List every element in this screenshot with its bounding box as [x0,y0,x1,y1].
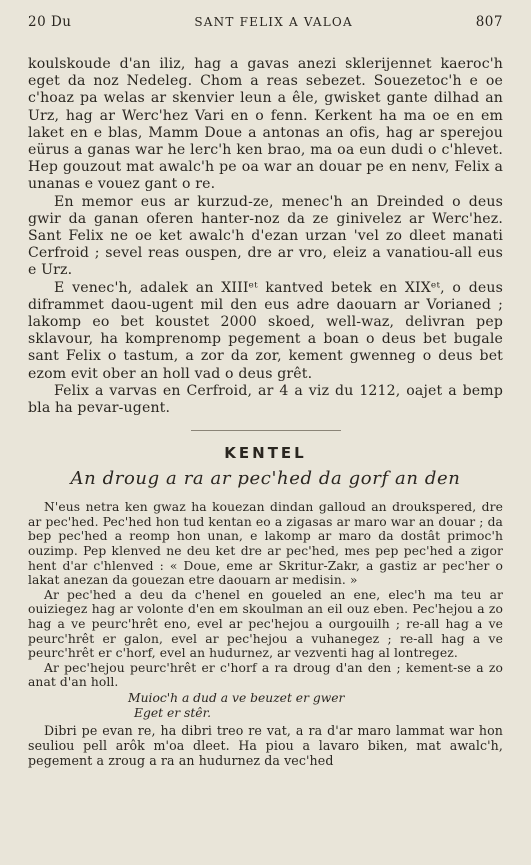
section-title: KENTEL [224,444,307,463]
paragraph: N'eus netra ken gwaz ha kouezan dindan galloud an droukspered, dre ar pec'hed. Pec'hed hon tud kentan eo a zigasas ar maro war an douar ; da bep pec'hed a reomp hon unan, e lakomp ar maro da dostât primoc'h ouzimp. Pep klenved ne deu ket dre ar pec'hed, mes pep pec'hed a zigor hent d'ar c'hlenved : « Doue, eme ar Skritur-Zakr, a gastiz ar pec'her o lakat anezan da gouezan etre daouarn ar medisin. » [28,500,503,588]
paragraph: En memor eus ar kurzud-ze, menec'h an Dreinded o deus gwir da ganan oferen hanter-noz da ze ginivelez ar Werc'hez. Sant Felix ne oe ket awalc'h d'ezan urzan 'vel zo dleet manati Cerfroid ; sevel reas ouspen, dre ar vro, eleiz a vanatiou-all eus e Urz. [28,193,503,279]
verse-line: Eget er stêr. [134,705,212,720]
header-left: 20 Du [28,14,72,30]
paragraph: Felix a varvas en Cerfroid, ar 4 a viz du 1212, oajet a bemp bla ha pevar-ugent. [28,382,503,417]
paragraph: E venec'h, adalek an XIIIᵉᵗ kantved betek en XIXᵉᵗ, o deus diframmet daou-ugent mil den eus adre daouarn ar Vorianed ; lakomp eo bet koustet 2000 skoed, well-waz, delivran pep sklavour, ha komprenomp pegement a boan o deus bet bugale sant Felix o tastum, a zor da zor, kement gwenneg o deus bet ezom evit ober an holl vad o deus grêt. [28,279,503,382]
proverb-verse [128,691,503,720]
main-text [28,56,503,417]
closing-text [28,723,503,768]
section-divider [191,430,341,431]
verse-line: Muioc'h a dud a ve beuzet er gwer [128,690,345,705]
running-head [28,14,503,30]
paragraph: Ar pec'hed a deu da c'henel en goueled an ene, elec'h ma teu ar ouiziegez hag ar volonte d'en em skoulman an eil ouz eben. Pec'hejou a zo hag a ve peurc'hrêt eno, evel ar pec'hejou a ourgouilh ; re-all hag a ve peurc'hrêt er galon, evel ar pec'hejou a vuhanegez ; re-all hag a ve peurc'hrêt er c'horf, evel an hudurnez, ar vezventi hag al lontregez. [28,587,503,661]
page-number: 807 [475,14,503,30]
paragraph: Dibri pe evan re, ha dibri treo re vat, a ra d'ar maro lammat war hon seuliou pell arôk m'oa dleet. Ha piou a lavaro biken, mat awalc'h, pegement a zroug a ra an hudurnez da vec'hed [28,723,503,769]
section-subtitle: An droug a ra ar pec'hed da gorf an den [70,468,461,490]
paragraph: koulskoude d'an iliz, hag a gavas anezi sklerijennet kaeroc'h eget da noz Nedeleg. Chom a reas sebezet. Souezetoc'h e oe c'hoaz pa welas ar skenvier leun a êle, gwisket gante dilhad an Urz, hag ar Werc'hez Vari en o fenn. Kerkent ha ma oe en em laket en e blas, Mamm Doue a antonas an ofis, hag ar sperejou eürus a ganas war he lerc'h ken brao, ma oa eun dudi o c'hlevet. Hep gouzout mat awalc'h pe oa war an douar pe en nenv, Felix a unanas e vouez gant o re. [28,56,503,193]
header-title: SANT FELIX A VALOA [194,15,353,29]
paragraph: Ar pec'hejou peurc'hrêt er c'horf a ra droug d'an den ; kement-se a zo anat d'an holl. [28,660,503,690]
lesson-text [28,500,503,690]
